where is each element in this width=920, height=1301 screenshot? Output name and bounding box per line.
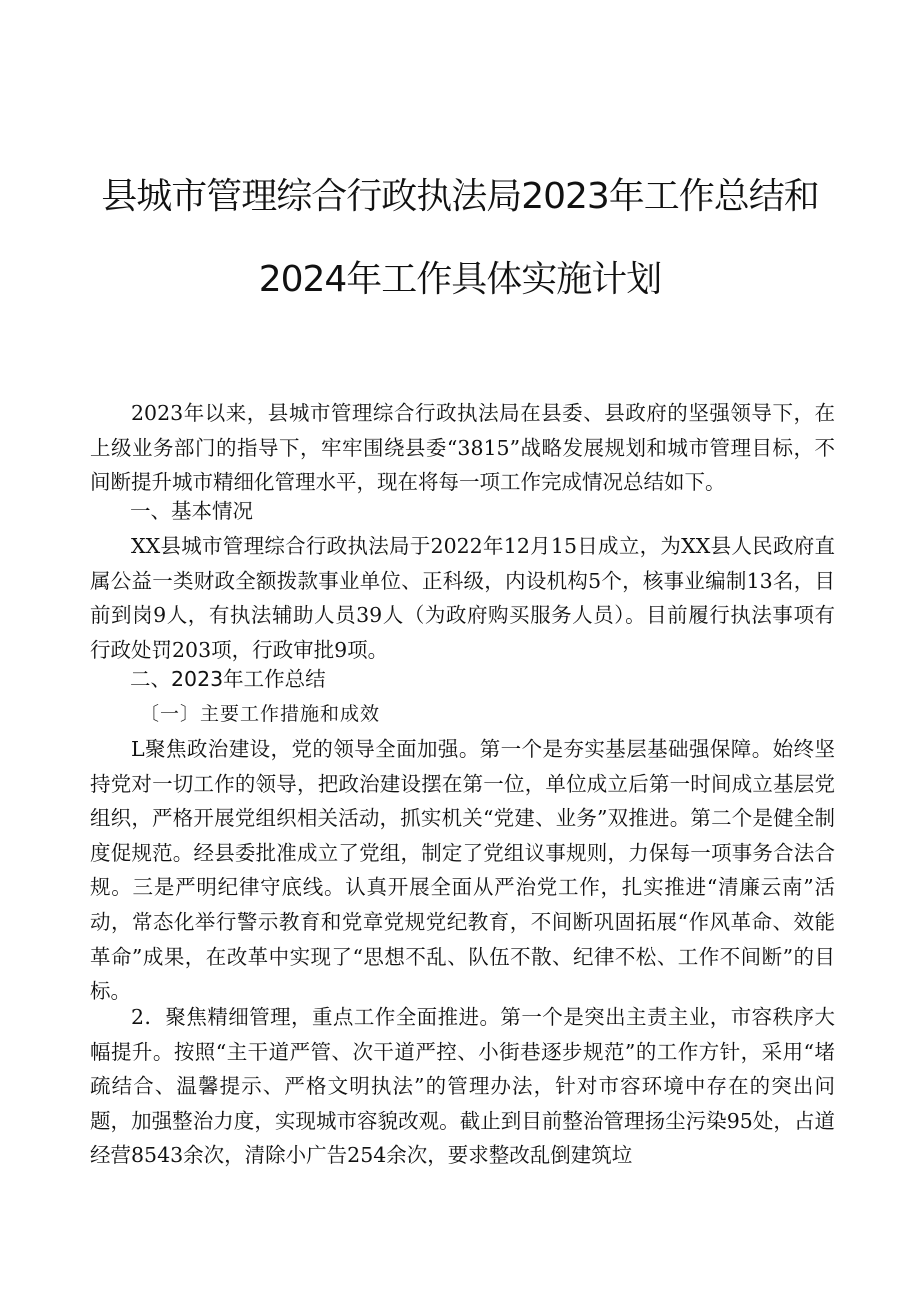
- section-heading-2023-summary: 二、2023年工作总结: [130, 667, 326, 691]
- item-1-paragraph: L聚焦政治建设，党的领导全面加强。第一个是夯实基层基础强保障。始终坚持党对一切工作的领导，把政治建设摆在第一位，单位成立后第一时间成立基层党组织，严格开展党组织相关活动，抓实机关“党建、业务”双推进。第二个是健全制度促规范。经县委批准成立了党组，制定了党组议事规则，力保每一项事务合法合规。三是严明纪律守底线。认真开展全面从严治党工作，扎实推进“清廉云南”活动，常态化举行警示教育和党章党规党纪教育，不间断巩固拓展“作风革命、效能革命”成果，在改革中实现了“思想不乱、队伍不散、纪律不松、工作不间断”的目标。: [90, 737, 835, 1004]
- basic-info-paragraph: XX县城市管理综合行政执法局于2022年12月15日成立，为XX县人民政府直属公益一类财政全额拨款事业单位、正科级，内设机构5个，核事业编制13名，目前到岗9人，有执法辅助人员39人（为政府购买服务人员）。目前履行执法事项有行政处罚203项，行政审批9项。: [90, 534, 835, 662]
- item-2-paragraph: 2．聚焦精细管理，重点工作全面推进。第一个是突出主责主业，市容秩序大幅提升。按照“主干道严管、次干道严控、小街巷逐步规范”的工作方针，采用“堵疏结合、温馨提示、严格文明执法”的管理办法，针对市容环境中存在的突出问题，加强整治力度，实现城市容貌改观。截止到目前整治管理扬尘污染95处，占道经营8543余次，清除小广告254余次，要求整改乱倒建筑垃: [90, 1005, 835, 1168]
- document-title-line-2: 2024年工作具体实施计划: [258, 259, 662, 300]
- subsection-heading-main-measures: 〔一〕主要工作措施和成效: [140, 703, 381, 725]
- section-heading-basic-info: 一、基本情况: [130, 499, 253, 523]
- document-title-line-1: 县城市管理综合行政执法局2023年工作总结和: [101, 176, 819, 217]
- intro-paragraph: 2023年以来，县城市管理综合行政执法局在县委、县政府的坚强领导下，在上级业务部门的指导下，牢牢围绕县委“3815”战略发展规划和城市管理目标，不间断提升城市精细化管理水平，现在将每一项工作完成情况总结如下。: [90, 401, 835, 495]
